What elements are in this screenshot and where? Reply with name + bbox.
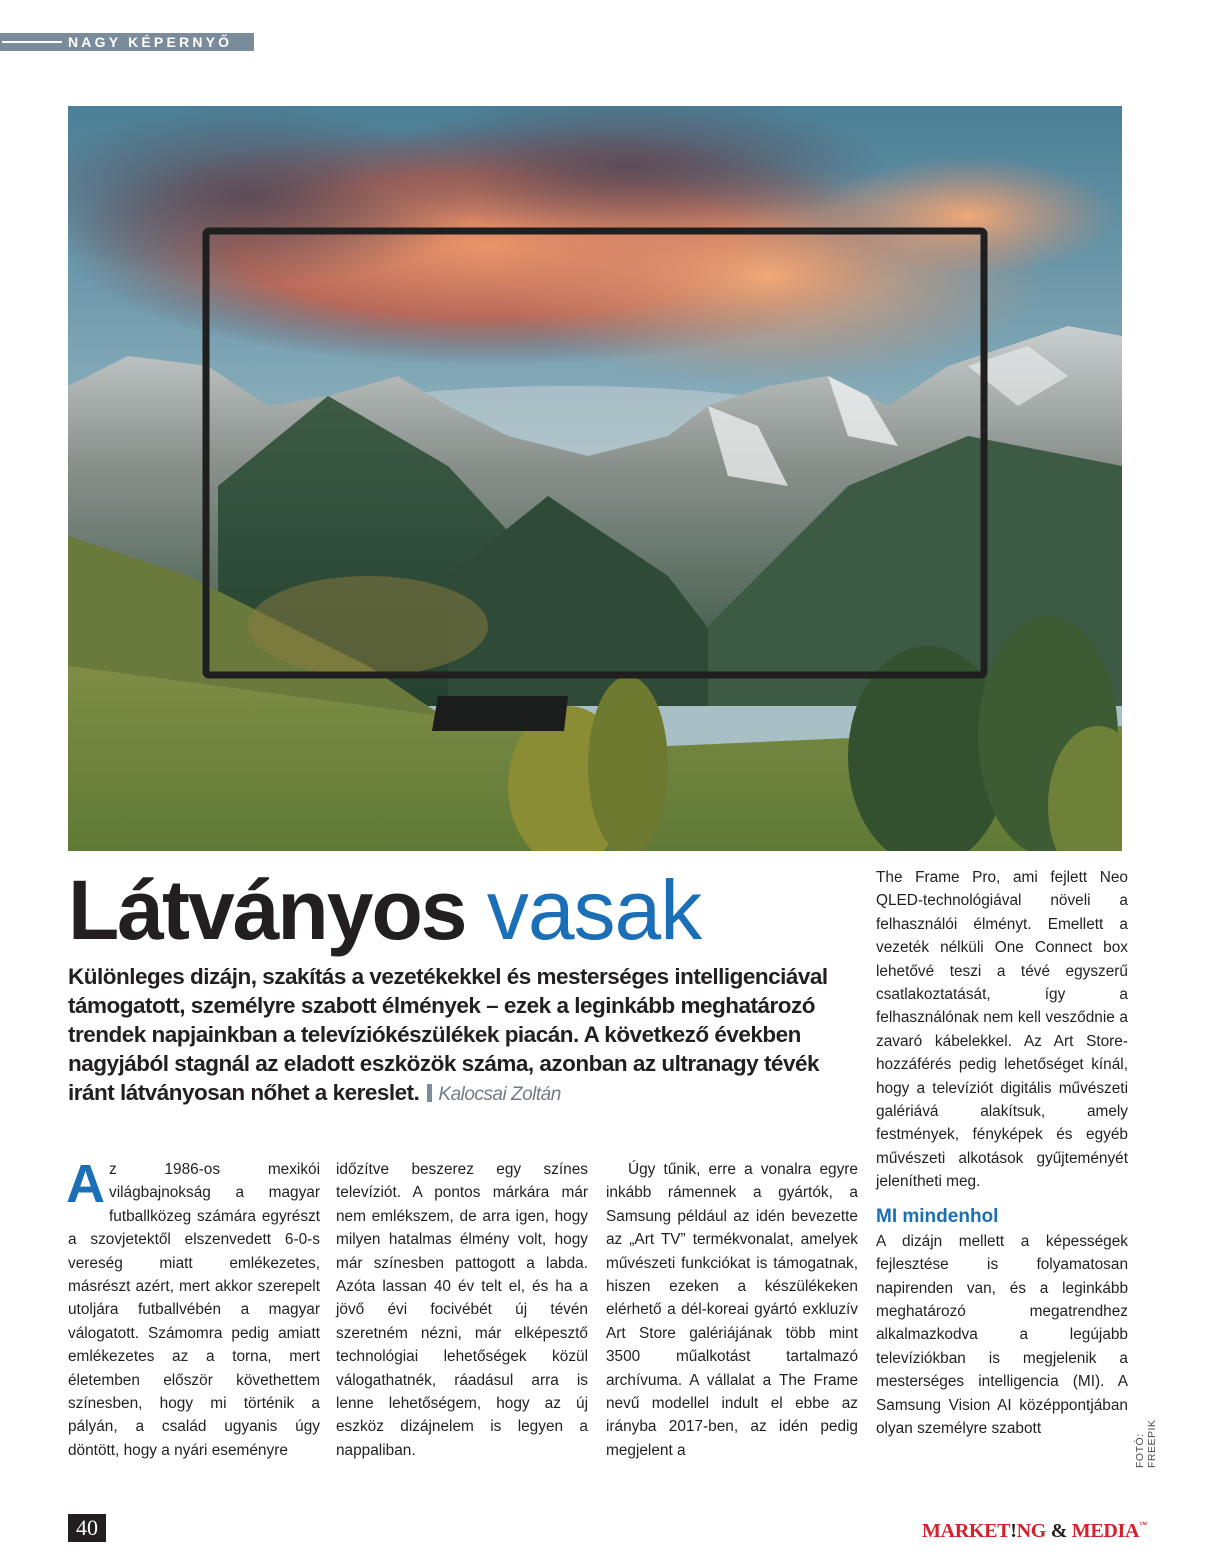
author-separator — [427, 1084, 432, 1102]
lead-text: Különleges dizájn, szakítás a vezetékekkel és mesterséges intelligenciával támogatott, személyre szabott élmények – ezek a leginkább meghatározó trendek napjainkban a televíziókészülékek piacán. A következő években nagyjából stagnál az eladott eszközök száma, azonban az ultranagy tévék iránt látványosan nőhet a kereslet. — [68, 964, 828, 1105]
page-number: 40 — [68, 1514, 106, 1542]
body-text: Úgy tűnik, erre a vonalra egyre inkább rámennek a gyártók, a Samsung például az idén bevezette az „Art TV” termékvonalat, amelyek művészeti funkciókat is támogatnak, hiszen ezeken a készülékeken elérhető a dél-koreai gyártó exkluzív Art Store galériájának több mint 3500 műalkotást tartalmazó archívuma. A vállalat a The Frame nevű modellel indult el ebbe az irányba 2017-ben, az idén pedig megjelent a — [606, 1161, 858, 1459]
brand-text: MARKET — [922, 1520, 1011, 1542]
brand-ampersand: & — [1050, 1520, 1068, 1542]
trademark-symbol: ™ — [1139, 1520, 1147, 1529]
hero-image — [68, 106, 1122, 851]
body-column-3 — [606, 1158, 858, 1462]
drop-cap: A — [66, 1154, 105, 1214]
section-header — [0, 33, 254, 51]
body-text: The Frame Pro, ami fejlett Neo QLED-technológiával növeli a felhasználói élményt. Emellett a vezeték nélküli One Connect box lehetővé teszi a tévé egyszerű csatlakoztatását, így a felhasználónak nem kell vesződnie a zavaró kábelekkel. Az Art Store-hozzáférés pedig lehetőséget kínál, hogy a televíziót digitális művészeti galériává alakítsuk, amely festmények, fényképek és egyéb művészeti alkotások gyűjteményét jelenítheti meg. — [876, 869, 1128, 1191]
landscape-illustration — [68, 106, 1122, 851]
body-text: A dizájn mellett a képességek fejlesztése is folyamatosan napirenden van, és a leginkább meghatározó megatrendhez alkalmazkodva a legújabb televíziókban is megjelenik a mesterséges intelligencia (MI). A Samsung Vision AI középpontjában olyan személyre szabott — [876, 1232, 1128, 1437]
body-column-1 — [66, 1154, 320, 1462]
section-rule — [2, 41, 62, 43]
brand-bang: ! — [1010, 1520, 1017, 1542]
headline-bold: Látványos — [68, 863, 466, 957]
author-byline: Kalocsai Zoltán — [438, 1084, 561, 1105]
body-text: z 1986-os mexikói világbajnokság a magyar futballközeg számára egyrészt a szovjetektől elszenvedett 6-0-s vereség miatt emlékezetes, másrészt azért, mert akkor szerepelt utoljára futballvébén a magyar válogatott. Számomra pedig amiatt emlékezetes az a torna, mert életemben először követhettem színesben, hogy mi történik a pályán, a család ugyanis úgy döntött, hogy a nyári eseményre — [68, 1161, 320, 1459]
photo-credit: FOTÓ: FREEPIK — [1134, 1419, 1158, 1468]
brand-text: MEDIA — [1071, 1520, 1140, 1542]
lead-paragraph — [68, 962, 838, 1109]
body-column-2 — [336, 1158, 588, 1462]
body-text: időzítve beszerez egy színes televíziót. A pontos márkára már nem emlékszem, de arra igen, hogy milyen hatalmas élmény volt, hogy már színesben pattogott a labda. Azóta lassan 40 év telt el, és ha a jövő évi focivébét új tévén szeretném nézni, már elképesztő technológiai lehetőségek közül válogathatnék, ráadásul arra is lenne lehetőségem, hogy az új eszköz dizájnelem is legyen a nappaliban. — [336, 1161, 588, 1459]
brand-logo — [922, 1520, 1147, 1543]
brand-text: NG — [1016, 1520, 1046, 1542]
section-label: NAGY KÉPERNYŐ — [68, 34, 233, 50]
tv-stand — [432, 696, 568, 731]
body-column-4 — [876, 866, 1128, 1440]
headline — [68, 862, 701, 958]
headline-light: vasak — [486, 863, 702, 957]
subheading: MI mindenhol — [876, 1205, 999, 1227]
